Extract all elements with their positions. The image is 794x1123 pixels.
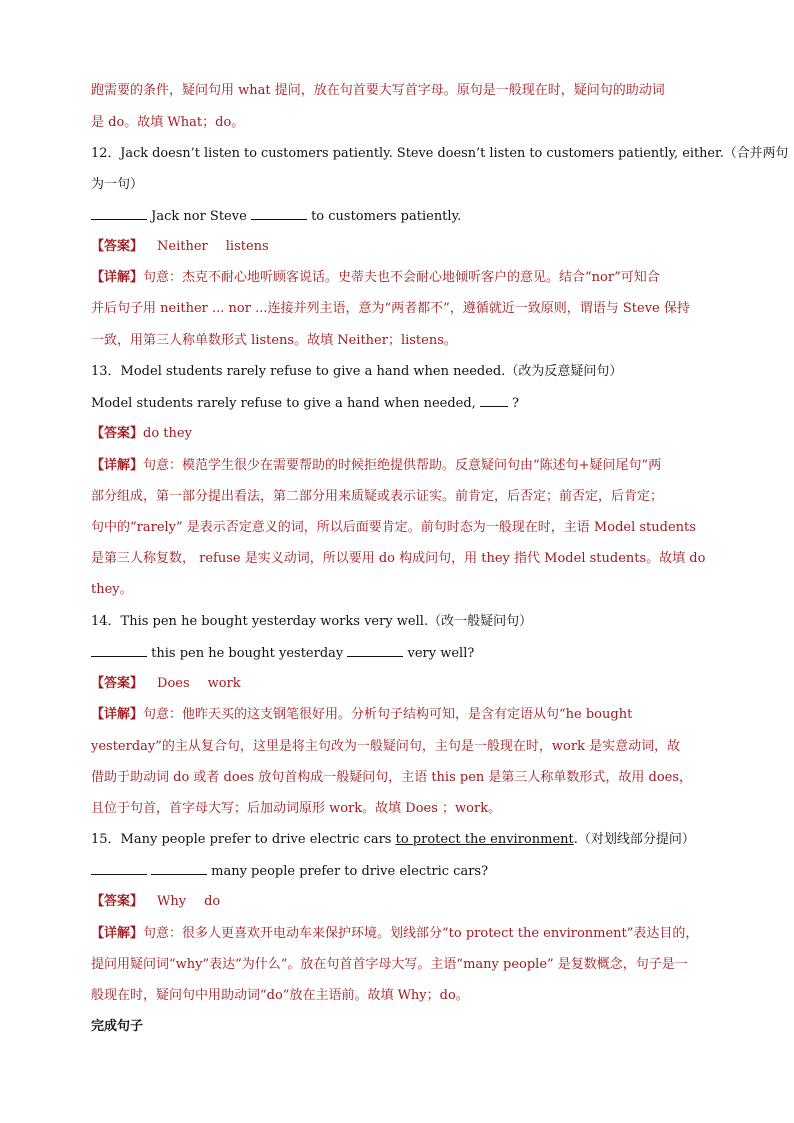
q12-detail-line-2: 并后句子用 neither ... nor ...连接并列主语，意为“两者都不”，遵循就近一致原则，谓语与 Steve 保持 (91, 301, 690, 316)
q14-fill-end: very well? (403, 646, 475, 661)
q13-detail-line-1 (91, 457, 661, 475)
q12-stem-line-2: 为一句） (91, 177, 144, 192)
q12-stem-line-1: 12．Jack doesn’t listen to customers patiently. Steve doesn’t listen to customers patiently, either.（合并两句 (91, 146, 789, 161)
q12-blank-1 (91, 207, 147, 220)
q12-detail-line-3: 一致，用第三人称单数形式 listens。故填 Neither；listens。 (91, 333, 457, 348)
q15-answer-1: Why (157, 894, 187, 909)
q14-detail-line-3: 借助于助动词 do 或者 does 放句首构成一般疑问句，主语 this pen 是第三人称单数形式，故用 does， (91, 770, 693, 785)
q13-stem: 13．Model students rarely refuse to give a hand when needed.（改为反意疑问句） (91, 364, 623, 379)
detail-tag: 【详解】 (91, 707, 144, 722)
answer-tag: 【答案】 (91, 894, 144, 909)
q15-blank-1 (91, 862, 147, 875)
q14-blank-2 (347, 644, 403, 657)
q13-answer-value: do they (143, 426, 192, 441)
q12-answer-2: listens (225, 239, 269, 254)
q15-detail-line-1 (91, 925, 698, 943)
answer-tag: 【答案】 (91, 426, 144, 441)
q15-answer-2: do (204, 894, 221, 909)
detail-tag: 【详解】 (91, 926, 144, 941)
q12-detail-text-1: 句意：杰克不耐心地听顾客说话。史蒂夫也不会耐心地倾听客户的意见。结合“nor”可知合 (143, 270, 660, 285)
q12-fill-end: to customers patiently. (306, 209, 462, 224)
q13-fill-end: ? (511, 396, 519, 411)
answer-tag: 【答案】 (91, 676, 144, 691)
q14-detail-line-1 (91, 706, 632, 724)
q12-answer-1: Neither (157, 239, 208, 254)
q13-detail-line-3: 句中的“rarely” 是表示否定意义的词，所以后面要肯定。前句时态为一般现在时，主语 Model students (91, 520, 696, 535)
continued-line-1: 跑需要的条件，疑问句用 what 提问，放在句首要大写首字母。原句是一般现在时，疑问句的助动词 (91, 83, 665, 98)
q15-fill-end: many people prefer to drive electric cars? (207, 864, 489, 879)
q12-fill-line (91, 207, 461, 226)
q15-detail-line-2: 提问用疑问词“why”表达“为什么”。放在句首首字母大写。主语“many people” 是复数概念，句子是一 (91, 957, 688, 972)
q12-fill-mid: Jack nor Steve (147, 209, 251, 224)
detail-tag: 【详解】 (91, 270, 144, 285)
q12-detail-line-1 (91, 269, 660, 287)
q15-stem-underlined: to protect the environment (395, 832, 574, 847)
q13-detail-line-2: 部分组成，第一部分提出看法，第二部分用来质疑或表示证实。前肯定，后否定；前否定，后肯定； (91, 489, 664, 504)
continued-line-2: 是 do。故填 What；do。 (91, 115, 245, 130)
q14-fill-mid: this pen he bought yesterday (147, 646, 348, 661)
q14-answer-1: Does (157, 676, 190, 691)
q15-stem-post: .（对划线部分提问） (573, 832, 695, 847)
q15-answer (91, 893, 220, 911)
q15-detail-line-3: 般现在时，疑问句中用助动词“do”放在主语前。故填 Why；do。 (91, 988, 469, 1003)
q15-stem (91, 831, 695, 849)
q15-detail-text-1: 句意：很多人更喜欢开电动车来保护环境。划线部分“to protect the environment”表达目的， (143, 926, 699, 941)
q12-blank-2 (251, 207, 307, 220)
q12-answer (91, 238, 269, 256)
detail-tag: 【详解】 (91, 458, 144, 473)
q15-stem-pre: 15．Many people prefer to drive electric cars (91, 832, 396, 847)
q14-detail-line-2: yesterday”的主从复合句，这里是将主句改为一般疑问句，主句是一般现在时，work 是实意动词，故 (91, 739, 681, 754)
q14-fill-line (91, 644, 474, 663)
answer-tag: 【答案】 (91, 239, 144, 254)
q14-stem: 14．This pen he bought yesterday works very well.（改一般疑问句） (91, 614, 533, 629)
q14-blank-1 (91, 644, 147, 657)
q13-fill-start: Model students rarely refuse to give a hand when needed, (91, 396, 480, 411)
q13-detail-line-4: 是第三人称复数， refuse 是实义动词，所以要用 do 构成问句，用 they 指代 Model students。故填 do (91, 551, 706, 566)
section-heading: 完成句子 (91, 1019, 144, 1034)
q13-blank (480, 394, 508, 407)
q13-answer (91, 425, 192, 443)
q13-detail-line-5: they。 (91, 582, 133, 597)
q14-answer-2: work (207, 676, 241, 691)
q14-detail-line-4: 且位于句首，首字母大写；后加动词原形 work。故填 Does ；work。 (91, 801, 502, 816)
q13-detail-text-1: 句意：模范学生很少在需要帮助的时候拒绝提供帮助。反意疑问句由“陈述句+疑问尾句”两 (143, 458, 662, 473)
q14-answer (91, 675, 241, 693)
q13-fill-line (91, 394, 519, 413)
q15-fill-line (91, 862, 488, 881)
q14-detail-text-1: 句意：他昨天买的这支钢笔很好用。分析句子结构可知，是含有定语从句“he bought (143, 707, 633, 722)
q15-blank-2 (151, 862, 207, 875)
